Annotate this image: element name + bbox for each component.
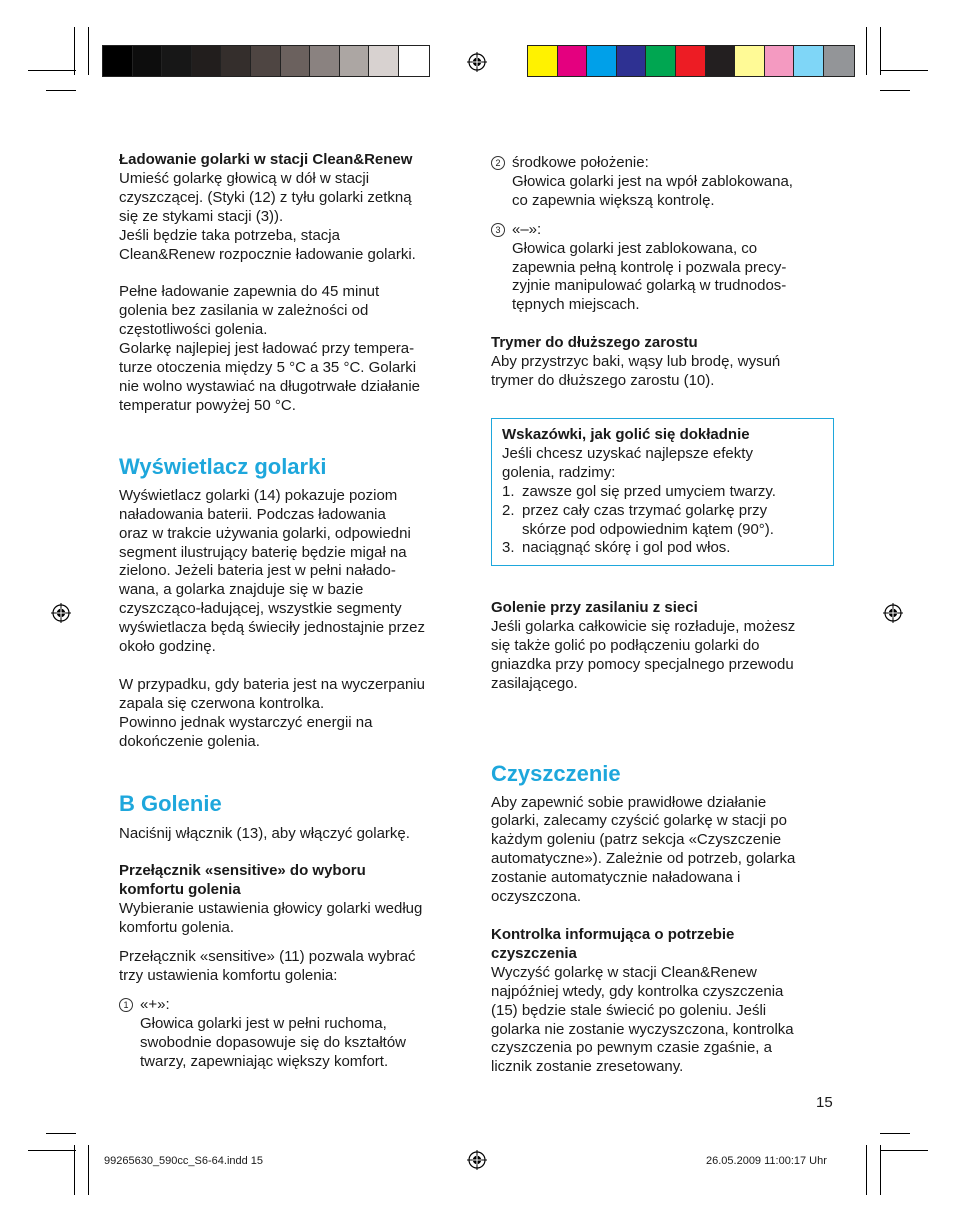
indicator-heading (491, 926, 841, 964)
grayscale-swatch (192, 46, 222, 76)
tips-item-text: przez cały czas trzymać golarkę przy skórze pod odpowiednim kątem (90°). (522, 501, 774, 538)
trimmer-section (491, 334, 841, 391)
option-minus-label: «–»: (512, 220, 542, 238)
crop-mark (880, 27, 881, 75)
footer-timestamp: 26.05.2009 11:00:17 Uhr (706, 1155, 827, 1167)
text-line: się ze stykami stacji (3)). (119, 207, 284, 225)
color-swatch (794, 46, 824, 76)
number-2-icon: 2 (491, 156, 505, 170)
grayscale-swatch (369, 46, 399, 76)
display-body (119, 487, 469, 657)
registration-mark-icon (51, 603, 71, 623)
mains-heading: Golenie przy zasilaniu z sieci (491, 599, 698, 616)
text-line: czyszczenia (491, 944, 577, 962)
text-line: wana, a golarka znajduje się w bazie (119, 581, 364, 599)
text-line: zielono. Jeżeli bateria jest w pełni nałado- (119, 562, 396, 580)
text-line: około godzinę. (119, 638, 216, 656)
text-line: Jeśli golarka całkowicie się rozładuje, możesz (491, 617, 796, 635)
left-column (119, 151, 469, 1072)
grayscale-swatch (103, 46, 133, 76)
text-line: zapala się czerwona kontrolka. (119, 694, 325, 712)
color-swatch (824, 46, 854, 76)
grayscale-swatch (251, 46, 281, 76)
tips-list (502, 483, 823, 559)
right-column (491, 154, 841, 391)
text-line: Wybieranie ustawienia głowicy golarki według (119, 900, 423, 918)
switch-body-2 (119, 948, 469, 986)
color-swatch (765, 46, 795, 76)
text-line: Aby zapewnić sobie prawidłowe działanie (491, 793, 767, 811)
text-line: W przypadku, gdy bateria jest na wyczerpaniu (119, 675, 425, 693)
text-line: zasilającego. (491, 674, 578, 692)
number-1-icon: 1 (119, 998, 133, 1012)
crop-mark (866, 27, 867, 75)
charging-body-2 (119, 283, 469, 415)
tips-item-text: zawsze gol się przed umyciem twarzy. (522, 482, 776, 500)
text-line: czyszczącej. (Styki (12) z tyłu golarki zetkną (119, 188, 412, 206)
grayscale-swatch (221, 46, 251, 76)
grayscale-swatch (162, 46, 192, 76)
option-minus-body (491, 240, 841, 316)
text-line: turze otoczenia między 5 °C a 35 °C. Golarki (119, 359, 417, 377)
cleaning-body (491, 794, 841, 907)
crop-mark (866, 1145, 867, 1195)
text-line: Jeśli chcesz uzyskać najlepsze efekty (502, 444, 753, 462)
tips-heading: Wskazówki, jak golić się dokładnie (502, 426, 750, 443)
charging-heading: Ładowanie golarki w stacji Clean&Renew (119, 151, 413, 168)
tips-item-number: 3. (502, 539, 515, 557)
text-line: Pełne ładowanie zapewnia do 45 minut (119, 283, 380, 301)
text-line: tępnych miejscach. (512, 296, 640, 314)
text-line: się także golić po podłączeniu golarki do (491, 636, 760, 654)
option-minus (491, 221, 841, 316)
text-line: golenia bez zasilania w zależności od (119, 302, 369, 320)
text-line: oraz w trakcie używania golarki, odpowiedni (119, 524, 411, 542)
text-line: komfortu golenia. (119, 919, 235, 937)
text-line: Umieść golarkę głowicą w dół w stacji (119, 169, 370, 187)
color-swatch (558, 46, 588, 76)
trimmer-body (491, 353, 841, 391)
text-line: Przełącznik «sensitive» do wyboru (119, 862, 366, 880)
text-line: Clean&Renew rozpocznie ładowanie golarki. (119, 245, 416, 263)
text-line: czyszcząco-ładującej, wszystkie segmenty (119, 600, 402, 618)
text-line: dokończenie golenia. (119, 732, 260, 750)
text-line: oczyszczona. (491, 888, 582, 906)
crop-mark (46, 1133, 76, 1134)
option-plus-label: «+»: (140, 995, 170, 1013)
text-line: Aby przystrzyc baki, wąsy lub brodę, wysuń (491, 353, 781, 371)
charging-section (119, 151, 469, 416)
text-line: trymer do dłuższego zarostu (10). (491, 372, 715, 390)
display-body-2 (119, 676, 469, 752)
text-line: Golarkę najlepiej jest ładować przy tempera- (119, 340, 415, 358)
switch-heading (119, 862, 469, 900)
text-line: golenia, radzimy: (502, 463, 616, 481)
text-line: automatyczne»). Zależnie od potrzeb, golarka (491, 850, 796, 868)
mains-body (491, 618, 841, 694)
text-line: Przełącznik «sensitive» (11) pozwala wybrać (119, 948, 416, 966)
footer-file: 99265630_590cc_S6-64.indd 15 (104, 1155, 264, 1167)
crop-mark (880, 1133, 910, 1134)
text-line: Wyświetlacz golarki (14) pokazuje poziom (119, 486, 398, 504)
trimmer-heading: Trymer do dłuższego zarostu (491, 334, 698, 352)
tips-item-number: 2. (502, 501, 515, 519)
text-line: golarki, zalecamy czyścić golarkę w stacji po (491, 812, 787, 830)
crop-mark (880, 90, 910, 91)
charging-body (119, 170, 469, 265)
color-swatch (706, 46, 736, 76)
text-line: segment ilustrujący baterię będzie migał na (119, 543, 407, 561)
text-line: częstotliwości golenia. (119, 321, 268, 339)
tips-item-text: naciągnąć skórę i gol pod włos. (522, 539, 731, 557)
color-swatch (617, 46, 647, 76)
tips-list-item (502, 502, 823, 540)
color-swatch (735, 46, 765, 76)
text-line: swobodnie dopasowuje się do kształtów (140, 1033, 406, 1051)
crop-mark (46, 90, 76, 91)
display-section (119, 454, 469, 752)
option-middle-body (491, 173, 841, 211)
display-title: Wyświetlacz golarki (119, 453, 327, 479)
crop-mark (880, 1150, 928, 1151)
grayscale-swatch (340, 46, 370, 76)
crop-mark (28, 70, 76, 71)
color-swatch (676, 46, 706, 76)
shaving-section (119, 791, 469, 1072)
text-line: golarka nie zostanie wyczyszczona, kontrolka (491, 1020, 794, 1038)
text-line: naładowania baterii. Podczas ładowania (119, 505, 386, 523)
grayscale-swatch (399, 46, 429, 76)
color-swatch (587, 46, 617, 76)
color-bar (527, 45, 855, 77)
tips-item-number: 1. (502, 482, 515, 500)
cleaning-title: Czyszczenie (491, 760, 621, 786)
tips-intro (502, 445, 823, 483)
crop-mark (74, 1145, 75, 1195)
text-line: Głowica golarki jest na wpół zablokowana, (512, 172, 793, 190)
indicator-body (491, 964, 841, 1077)
text-line: temperatur powyżej 50 °C. (119, 396, 296, 414)
grayscale-swatch (281, 46, 311, 76)
shaving-title: B Golenie (119, 790, 222, 816)
crop-mark (880, 1145, 881, 1195)
text-line: zostanie automatycznie naładowana i (491, 869, 741, 887)
text-line: wyświetlacza będą świeciły jednostajnie przez (119, 619, 425, 637)
text-line: Jeśli będzie taka potrzeba, stacja (119, 226, 340, 244)
crop-mark (74, 27, 75, 75)
shaving-intro: Naciśnij włącznik (13), aby włączyć golarkę. (119, 824, 410, 842)
color-swatch (646, 46, 676, 76)
right-column-lower (491, 599, 841, 1077)
number-3-icon: 3 (491, 223, 505, 237)
text-line: Kontrolka informująca o potrzebie (491, 925, 735, 943)
text-line: komfortu golenia (119, 881, 241, 899)
text-line: zyjnie manipulować golarką w trudnodos- (512, 277, 787, 295)
mains-section (491, 599, 841, 694)
grayscale-swatch (133, 46, 163, 76)
crop-mark (880, 70, 928, 71)
grayscale-bar (102, 45, 430, 77)
text-line: najpóźniej wtedy, gdy kontrolka czyszczenia (491, 982, 784, 1000)
tips-box (491, 418, 834, 566)
text-line: czyszczenia po pewnym czasie zgaśnie, a (491, 1039, 772, 1057)
crop-mark (88, 27, 89, 75)
text-line: gniazdka przy pomocy specjalnego przewodu (491, 655, 794, 673)
registration-mark-icon (467, 52, 487, 72)
text-line: (15) będzie stale świecić po goleniu. Jeśli (491, 1001, 767, 1019)
cleaning-section (491, 761, 841, 1078)
text-line: licznik zostanie zresetowany. (491, 1058, 684, 1076)
crop-mark (28, 1150, 76, 1151)
text-line: zapewnia pełną kontrolę i pozwala precy- (512, 258, 787, 276)
registration-mark-icon (883, 603, 903, 623)
option-plus (119, 996, 469, 1072)
option-middle-label: środkowe położenie: (512, 154, 649, 171)
text-line: Wyczyść golarkę w stacji Clean&Renew (491, 963, 757, 981)
text-line: każdym goleniu (patrz sekcja «Czyszczenie (491, 831, 782, 849)
crop-mark (88, 1145, 89, 1195)
text-line: Głowica golarki jest w pełni ruchoma, (140, 1014, 387, 1032)
tips-list-item (502, 539, 823, 558)
option-middle (491, 154, 841, 211)
text-line: trzy ustawienia komfortu golenia: (119, 967, 338, 984)
text-line: Powinno jednak wystarczyć energii na (119, 713, 373, 731)
page-number: 15 (816, 1094, 833, 1111)
tips-list-item (502, 483, 823, 502)
registration-mark-icon (467, 1150, 487, 1170)
text-line: co zapewnia większą kontrolę. (512, 191, 715, 209)
color-swatch (528, 46, 558, 76)
text-line: nie wolno wystawiać na długotrwałe działanie (119, 377, 421, 395)
grayscale-swatch (310, 46, 340, 76)
option-plus-body (119, 1015, 469, 1072)
switch-body (119, 900, 469, 938)
text-line: Głowica golarki jest zablokowana, co (512, 239, 758, 257)
text-line: twarzy, zapewniając większy komfort. (140, 1052, 389, 1070)
